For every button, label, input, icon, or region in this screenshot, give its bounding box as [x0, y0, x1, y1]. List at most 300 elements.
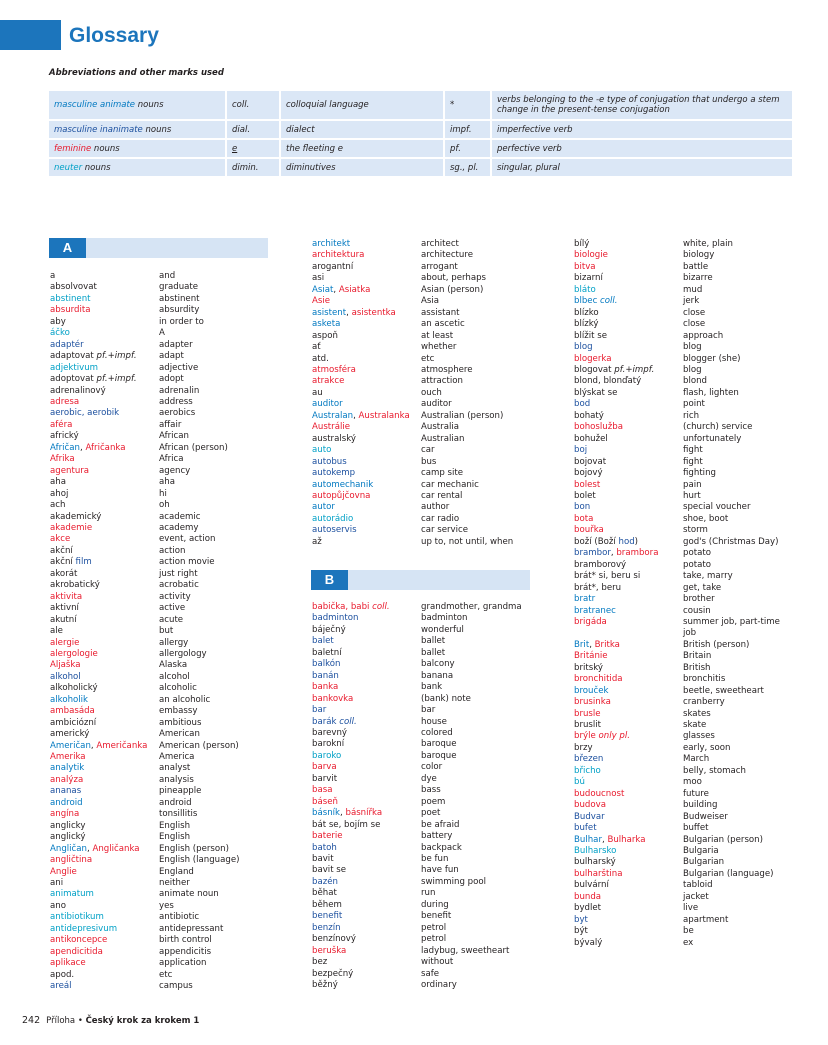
english-translation: adapt [159, 351, 184, 362]
glossary-column-1 [50, 271, 239, 993]
czech-term: bojový [574, 468, 603, 479]
glossary-entry [50, 500, 239, 511]
czech-term: během [312, 899, 342, 910]
english-translation: affair [159, 419, 182, 430]
english-translation: wonderful [421, 624, 464, 635]
glossary-entry [50, 809, 239, 820]
czech-term: brát* si, beru si [574, 571, 641, 582]
glossary-entry [312, 980, 522, 991]
czech-term: bydlet [574, 903, 602, 914]
glossary-entry [50, 638, 239, 649]
glossary-entry [312, 480, 513, 491]
english-translation: poet [421, 808, 441, 819]
czech-term: bramborový [574, 559, 627, 570]
czech-term: australský [312, 433, 356, 444]
glossary-entry [312, 434, 513, 445]
english-translation: English (person) [159, 843, 229, 854]
abbr-cell-e: imperfective verb [492, 121, 792, 138]
english-translation: American (person) [159, 740, 239, 751]
czech-term: android [50, 797, 83, 808]
czech-term: baterie [312, 831, 343, 842]
czech-term: adaptovat pf.+impf. [50, 351, 137, 362]
abbr-gender-cell [49, 121, 225, 138]
czech-term: blond, blonďatý [574, 376, 642, 387]
glossary-entry [50, 294, 239, 305]
english-translation: graduate [159, 282, 199, 293]
english-translation: petrol [421, 934, 447, 945]
glossary-entry [312, 865, 522, 876]
glossary-entry [50, 363, 239, 374]
english-translation: African [159, 431, 189, 442]
english-translation: March [683, 754, 710, 765]
english-translation: shoe, boot [683, 513, 729, 524]
czech-term: autobus [312, 456, 347, 467]
english-translation: English (language) [159, 855, 240, 866]
english-translation: English [159, 832, 191, 843]
czech-term: bez [312, 957, 328, 968]
english-translation: Bulgarian [683, 857, 725, 868]
czech-term: asi [312, 273, 325, 284]
english-translation: unfortunately [683, 433, 742, 444]
glossary-entry [574, 560, 780, 571]
english-translation: ex [683, 937, 694, 948]
english-translation: tonsillitis [159, 809, 198, 820]
english-translation: tabloid [683, 880, 713, 891]
czech-term: ach [50, 500, 66, 511]
czech-term: bruslit [574, 720, 602, 731]
english-translation: attraction [421, 376, 463, 387]
glossary-entry [312, 923, 522, 934]
czech-term: batoh [312, 842, 337, 853]
czech-term: areál [50, 981, 72, 992]
english-translation: adopt [159, 374, 184, 385]
czech-term: autorádio [312, 513, 354, 524]
czech-term: bohatý [574, 410, 604, 421]
english-translation: ballet [421, 636, 446, 647]
czech-term: autoservis [312, 525, 357, 536]
glossary-entry [574, 296, 780, 307]
glossary-entry [312, 602, 522, 613]
abbr-gender-suffix: nouns [142, 124, 172, 135]
glossary-entry [50, 672, 239, 683]
czech-term: aspoň [312, 330, 338, 341]
english-translation: ordinary [421, 979, 457, 990]
czech-term: budoucnost [574, 788, 625, 799]
czech-term: bolet [574, 490, 596, 501]
glossary-entry [312, 774, 522, 785]
glossary-entry [574, 537, 780, 548]
czech-term: animatum [50, 889, 94, 900]
glossary-entry [50, 660, 239, 671]
glossary-entry [312, 636, 522, 647]
czech-term: aby [50, 316, 66, 327]
czech-term: africký [50, 431, 79, 442]
english-translation: application [159, 958, 207, 969]
english-translation: etc [421, 353, 435, 364]
glossary-entry [312, 843, 522, 854]
english-translation: storm [683, 525, 708, 536]
glossary-entry [312, 762, 522, 773]
glossary-entry [574, 319, 780, 330]
english-translation: author [421, 502, 450, 513]
glossary-entry [312, 694, 522, 705]
glossary-entry [574, 606, 780, 617]
english-translation: absurdity [159, 305, 200, 316]
glossary-entry [50, 420, 239, 431]
english-translation: house [421, 716, 447, 727]
english-translation: safe [421, 968, 440, 979]
english-translation: allergology [159, 648, 207, 659]
czech-term: Afrika [50, 454, 75, 465]
glossary-entry [312, 468, 513, 479]
english-translation: (church) service [683, 422, 753, 433]
czech-term: agentura [50, 465, 90, 476]
czech-term: Anglie [50, 866, 77, 877]
czech-term: atmosféra [312, 364, 356, 375]
glossary-entry [50, 466, 239, 477]
english-translation: balcony [421, 659, 455, 670]
czech-term: apod. [50, 969, 75, 980]
glossary-entry [574, 686, 780, 697]
czech-term: akce [50, 534, 71, 545]
glossary-entry [50, 683, 239, 694]
english-translation: up to, not until, when [421, 536, 514, 547]
czech-term: barva [312, 762, 337, 773]
czech-term: běhat [312, 888, 337, 899]
czech-term: anglický [50, 832, 86, 843]
english-translation: event, action [159, 534, 216, 545]
czech-term: akademický [50, 511, 102, 522]
english-translation: ouch [421, 387, 442, 398]
glossary-entry [312, 308, 513, 319]
czech-term: adrenalinový [50, 385, 106, 396]
glossary-entry [312, 273, 513, 284]
czech-term: adoptovat pf.+impf. [50, 374, 137, 385]
czech-term: benzín [312, 922, 341, 933]
czech-term: bezpečný [312, 968, 354, 979]
english-translation: car service [421, 525, 469, 536]
glossary-entry [574, 720, 780, 731]
czech-term: atd. [312, 353, 329, 364]
glossary-entry [312, 659, 522, 670]
english-translation: future [683, 788, 709, 799]
footer-section: Příloha • [46, 1016, 86, 1026]
czech-term: akademie [50, 522, 93, 533]
glossary-entry [50, 775, 239, 786]
glossary-entry [312, 525, 513, 536]
english-translation: just right [159, 568, 198, 579]
glossary-entry [312, 285, 513, 296]
abbr-gender-suffix: nouns [135, 100, 164, 110]
glossary-entry [574, 491, 780, 502]
glossary-entry [312, 946, 522, 957]
english-translation: swimming pool [421, 876, 487, 887]
glossary-entry [50, 431, 239, 442]
czech-term: budova [574, 800, 606, 811]
czech-term: antikoncepce [50, 935, 108, 946]
glossary-entry [312, 445, 513, 456]
english-translation: skate [683, 720, 707, 731]
english-translation: dye [421, 773, 437, 784]
czech-term: badminton [312, 613, 359, 624]
czech-term: barevný [312, 727, 347, 738]
glossary-entry [50, 408, 239, 419]
czech-term: bavit [312, 853, 334, 864]
english-translation: pain [683, 479, 702, 490]
czech-term: balkón [312, 659, 341, 670]
title-bar [0, 20, 61, 50]
czech-term: alergie [50, 637, 80, 648]
english-translation: Asian (person) [421, 284, 484, 295]
english-translation: fight [683, 456, 703, 467]
english-translation: antidepressant [159, 923, 224, 934]
english-translation: neither [159, 878, 190, 889]
czech-term: architekt [312, 239, 351, 249]
glossary-entry [574, 789, 780, 800]
english-translation: birth control [159, 935, 212, 946]
english-translation: acrobatic [159, 580, 199, 591]
czech-term: britský [574, 662, 603, 673]
english-translation: car mechanic [421, 479, 479, 490]
abbr-gender-suffix: nouns [82, 162, 111, 173]
czech-term: ananas [50, 786, 82, 797]
czech-term: anglicky [50, 820, 86, 831]
czech-term: autopůjčovna [312, 490, 371, 501]
glossary-entry [574, 835, 780, 846]
czech-term: blog [574, 342, 593, 353]
czech-term: absolvovat [50, 282, 97, 293]
czech-term: benzínový [312, 934, 356, 945]
english-translation: bizarre [683, 273, 713, 284]
czech-term: baletní [312, 647, 342, 658]
abbr-cell-b: dial. [227, 121, 279, 138]
english-translation: be [683, 926, 694, 937]
czech-term: atrakce [312, 376, 345, 387]
czech-term: akorát [50, 568, 78, 579]
glossary-entry [50, 626, 239, 637]
english-translation: rich [683, 410, 700, 421]
czech-term: autokemp [312, 468, 356, 479]
section-header-b [311, 570, 530, 590]
english-translation: belly, stomach [683, 765, 746, 776]
english-translation: banana [421, 670, 454, 681]
english-translation: academic [159, 511, 201, 522]
czech-term: bratr [574, 594, 596, 605]
english-translation: cousin [683, 605, 711, 616]
english-translation: god's (Christmas Day) [683, 536, 779, 547]
english-translation: blond [683, 376, 708, 387]
english-translation: hurt [683, 490, 701, 501]
english-translation: bronchitis [683, 674, 726, 685]
glossary-entry [312, 728, 522, 739]
czech-term: aféra [50, 419, 73, 430]
english-translation: poem [421, 796, 446, 807]
czech-term: blízko [574, 307, 599, 318]
czech-term: boží (Boží hod) [574, 536, 639, 547]
glossary-entry [574, 571, 780, 582]
glossary-entry [574, 697, 780, 708]
czech-term: bolest [574, 479, 601, 490]
glossary-entry [574, 777, 780, 788]
abbr-cell-c: diminutives [281, 159, 443, 176]
abbreviations-heading: Abbreviations and other marks used [49, 68, 224, 78]
glossary-entry [50, 878, 239, 889]
glossary-entry [574, 674, 780, 685]
english-translation: ballet [421, 647, 446, 658]
english-translation: antibiotic [159, 912, 200, 923]
english-translation: aha [159, 477, 175, 488]
glossary-entry [574, 331, 780, 342]
czech-term: aktivita [50, 591, 83, 602]
english-translation: appendicitis [159, 946, 212, 957]
english-translation: Australian [421, 433, 465, 444]
czech-term: autor [312, 502, 335, 513]
glossary-entry [50, 912, 239, 923]
czech-term: benefit [312, 911, 343, 922]
czech-term: Amerika [50, 752, 86, 763]
english-translation: be afraid [421, 819, 460, 830]
glossary-entry [50, 832, 239, 843]
glossary-entry [574, 754, 780, 765]
glossary-entry [312, 785, 522, 796]
section-letter-b: B [311, 570, 348, 590]
english-translation: brother [683, 594, 715, 605]
glossary-entry [312, 411, 513, 422]
czech-term: apendicitida [50, 946, 103, 957]
english-translation: building [683, 800, 718, 811]
english-translation: assistant [421, 307, 460, 318]
glossary-entry [50, 752, 239, 763]
glossary-entry [574, 250, 780, 261]
czech-term: bývalý [574, 937, 603, 948]
czech-term: blížit se [574, 330, 607, 341]
glossary-entry [50, 477, 239, 488]
czech-term: brýle only pl. [574, 731, 630, 742]
glossary-entry [574, 239, 780, 250]
czech-term: antibiotikum [50, 912, 104, 923]
english-translation: summer job, part-time [683, 616, 780, 627]
english-translation: American [159, 729, 200, 740]
czech-term: Američan, Američanka [50, 740, 148, 751]
english-translation: Bulgaria [683, 846, 719, 857]
glossary-entry [574, 365, 780, 376]
czech-term: áčko [50, 328, 70, 339]
czech-term: arogantní [312, 261, 354, 272]
english-translation: color [421, 762, 443, 773]
czech-term: Británie [574, 651, 608, 662]
glossary-entry [574, 583, 780, 594]
czech-term: Asie [312, 296, 331, 307]
english-translation: Britain [683, 651, 712, 662]
abbreviations-table [49, 89, 792, 178]
english-translation: yes [159, 900, 174, 911]
czech-term: alkoholický [50, 683, 98, 694]
glossary-entry [312, 399, 513, 410]
glossary-entry [574, 411, 780, 422]
english-translation: get, take [683, 582, 722, 593]
glossary-entry [50, 821, 239, 832]
glossary-entry [574, 743, 780, 754]
czech-term: aha [50, 477, 66, 488]
czech-term: alergologie [50, 648, 98, 659]
czech-term: brusle [574, 708, 601, 719]
glossary-entry [50, 958, 239, 969]
glossary-entry [574, 388, 780, 399]
czech-term: architektura [312, 250, 365, 261]
czech-term: barvit [312, 773, 338, 784]
czech-term: brzy [574, 742, 593, 753]
glossary-entry [312, 354, 513, 365]
czech-term: bouřka [574, 525, 604, 536]
glossary-entry [50, 317, 239, 328]
english-translation: colored [421, 727, 453, 738]
glossary-entry [574, 892, 780, 903]
glossary-entry [50, 935, 239, 946]
glossary-entry [574, 273, 780, 284]
glossary-entry [312, 514, 513, 525]
czech-term: akrobatický [50, 580, 100, 591]
english-translation: camp site [421, 468, 464, 479]
czech-term: aerobic, aerobik [50, 408, 120, 419]
glossary-entry [574, 285, 780, 296]
czech-term: americký [50, 729, 90, 740]
czech-term: Asiat, Asiatka [312, 284, 371, 295]
abbr-gender-label: masculine inanimate [54, 124, 143, 135]
glossary-entry [574, 548, 780, 559]
english-translation: British (person) [683, 639, 750, 650]
english-translation: at least [421, 330, 454, 341]
czech-term: abstinent [50, 293, 91, 304]
abbr-cell-b: e [227, 140, 279, 157]
glossary-entry [574, 857, 780, 868]
czech-term: bohužel [574, 433, 608, 444]
glossary-entry [574, 628, 780, 639]
czech-term: asketa [312, 319, 341, 330]
english-translation: bank [421, 682, 443, 693]
czech-term: břicho [574, 765, 601, 776]
czech-term: alkohol [50, 671, 81, 682]
glossary-entry [50, 305, 239, 316]
glossary-entry [50, 592, 239, 603]
czech-term: Brit, Britka [574, 639, 620, 650]
english-translation: potato [683, 559, 711, 570]
glossary-entry [312, 365, 513, 376]
glossary-entry [574, 709, 780, 720]
czech-term: barokní [312, 739, 345, 750]
czech-term: bát se, bojím se [312, 819, 381, 830]
english-translation: fighting [683, 468, 716, 479]
english-translation: glasses [683, 731, 715, 742]
czech-term: balet [312, 636, 334, 647]
czech-term: brusinka [574, 697, 611, 708]
glossary-entry [312, 957, 522, 968]
glossary-entry [312, 934, 522, 945]
czech-term: bitva [574, 261, 596, 272]
glossary-entry [574, 594, 780, 605]
glossary-entry [312, 537, 513, 548]
glossary-entry [50, 489, 239, 500]
english-translation: mud [683, 284, 703, 295]
czech-term: Austrálie [312, 422, 351, 433]
glossary-column-2 [312, 239, 513, 548]
czech-term: adjektivum [50, 362, 99, 373]
glossary-entry [312, 717, 522, 728]
english-translation: early, soon [683, 742, 731, 753]
glossary-entry [574, 399, 780, 410]
english-translation: academy [159, 522, 199, 533]
abbr-gender-label: masculine animate [54, 100, 136, 110]
english-translation: car rental [421, 490, 463, 501]
